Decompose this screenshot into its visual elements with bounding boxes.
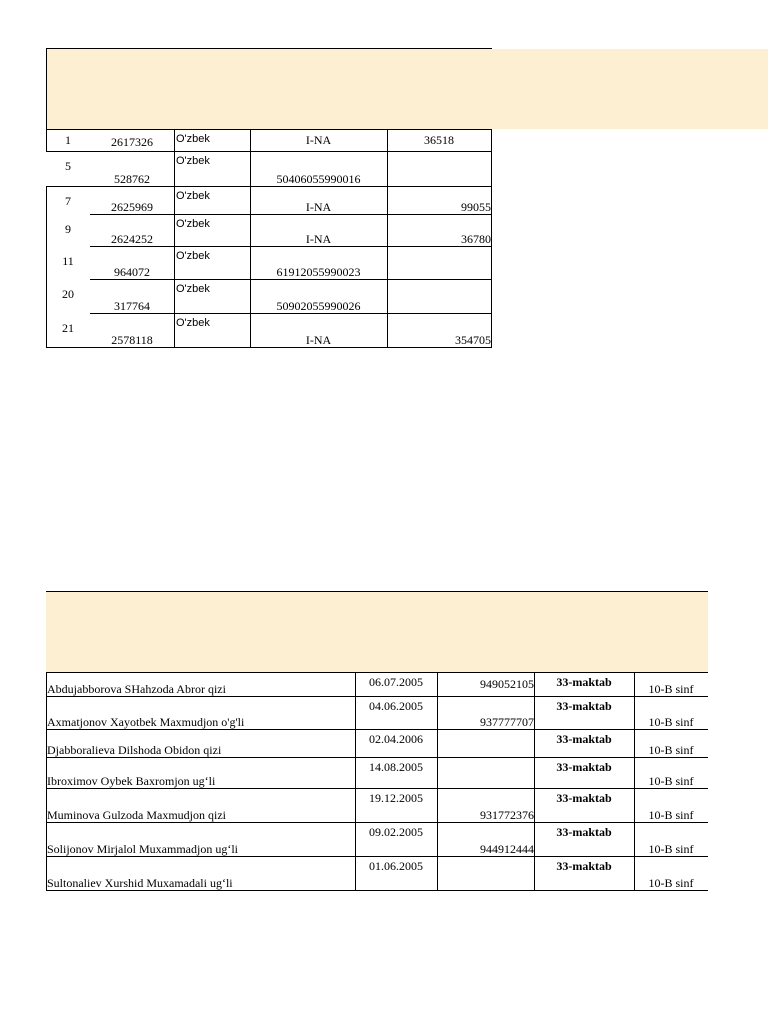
table1-cell-id: 2578118 — [111, 333, 153, 347]
table2-cell-name: Muminova Gulzoda Maxmudjon qizi — [47, 808, 226, 822]
header-band-bottom-border — [46, 591, 708, 592]
table2-cell-birthdate: 06.07.2005 — [369, 675, 423, 689]
table1-cell-value: 36780 — [461, 232, 491, 246]
table2-cell-school: 33-maktab — [556, 732, 612, 746]
header-band-top-left-border — [46, 48, 47, 130]
table1-cell-nationality: O'zbek — [176, 250, 210, 262]
table1-cell-nationality: O'zbek — [176, 317, 210, 329]
table2-cell-birthdate: 09.02.2005 — [369, 825, 423, 839]
table1-cell-document: I-NA — [305, 133, 332, 147]
table2-cell-phone: 931772376 — [480, 808, 534, 822]
table2-cell-phone: 944912444 — [480, 842, 534, 856]
table1-cell-num: 5 — [65, 159, 71, 173]
table2-hline — [46, 822, 708, 823]
table1-cell-nationality: O'zbek — [176, 155, 210, 167]
table2-hline — [46, 696, 708, 697]
table2-hline — [46, 757, 708, 758]
table1-vline — [174, 129, 175, 347]
table2-hline — [46, 788, 708, 789]
table1-cell-document: I-NA — [305, 232, 332, 246]
table1-hline — [90, 214, 492, 215]
table1-hline — [90, 313, 492, 314]
table2-cell-school: 33-maktab — [556, 675, 612, 689]
table1-cell-id: 2617326 — [111, 135, 153, 149]
table1-cell-document: I-NA — [305, 333, 332, 347]
table2-cell-class: 10-B sinf — [648, 715, 694, 729]
table2-cell-class: 10-B sinf — [648, 842, 694, 856]
table2-cell-birthdate: 19.12.2005 — [369, 791, 423, 805]
table1-cell-value: 36518 — [424, 133, 454, 147]
table2-cell-class: 10-B sinf — [648, 682, 694, 696]
table2-cell-name: Solijonov Mirjalol Muxammadjon ug‘li — [47, 842, 238, 856]
table2-cell-birthdate: 04.06.2005 — [369, 699, 423, 713]
table2-hline — [46, 729, 708, 730]
table2-cell-birthdate: 01.06.2005 — [369, 859, 423, 873]
table1-cell-num: 20 — [62, 287, 74, 301]
table2-hline — [46, 856, 708, 857]
table1-hline — [46, 129, 492, 130]
table1-cell-document: 50406055990016 — [276, 172, 361, 186]
table1-vline — [491, 129, 492, 347]
table1-cell-num: 21 — [62, 321, 74, 335]
table2-cell-birthdate: 14.08.2005 — [369, 760, 423, 774]
table1-cell-nationality: O'zbek — [176, 283, 210, 295]
table1-cell-id: 317764 — [114, 299, 150, 313]
table1-hline — [46, 186, 90, 187]
table1-cell-nationality: O'zbek — [176, 190, 210, 202]
table2-cell-school: 33-maktab — [556, 760, 612, 774]
table2-cell-school: 33-maktab — [556, 699, 612, 713]
table1-cell-value: 354705 — [455, 333, 491, 347]
table2-cell-class: 10-B sinf — [648, 743, 694, 757]
table2-hline — [46, 890, 708, 891]
table1-cell-id: 964072 — [114, 265, 150, 279]
table2-vline — [437, 672, 438, 890]
table2-cell-phone: 949052105 — [480, 677, 534, 691]
table1-hline — [90, 186, 492, 187]
table2-cell-birthdate: 02.04.2006 — [369, 732, 423, 746]
table1-cell-id: 2624252 — [111, 232, 153, 246]
table1-cell-nationality: O'zbek — [176, 133, 210, 145]
table2-cell-name: Abdujabborova SHahzoda Abror qizi — [47, 682, 226, 696]
table1-cell-num: 9 — [65, 222, 71, 236]
table1-cell-nationality: O'zbek — [176, 218, 210, 230]
table2-cell-school: 33-maktab — [556, 791, 612, 805]
table2-cell-name: Axmatjonov Xayotbek Maxmudjon o'g'li — [47, 715, 245, 729]
header-band-top-border — [46, 48, 492, 49]
table2-cell-name: Djabboralieva Dilshoda Obidon qizi — [47, 743, 222, 757]
table1-cell-id: 2625969 — [111, 200, 153, 214]
table2-cell-class: 10-B sinf — [648, 876, 694, 890]
table2-cell-name: Ibroximov Oybek Baxromjon ug‘li — [47, 774, 216, 788]
table1-cell-document: 50902055990026 — [276, 299, 361, 313]
table1-cell-id: 528762 — [114, 172, 150, 186]
table2-cell-phone: 937777707 — [480, 715, 534, 729]
header-band-top — [46, 49, 768, 129]
table2-cell-name: Sultonaliev Xurshid Muxamadali ug‘li — [47, 876, 233, 890]
table2-cell-class: 10-B sinf — [648, 808, 694, 822]
table2-hline — [46, 672, 708, 673]
table2-cell-class: 10-B sinf — [648, 774, 694, 788]
table2-cell-school: 33-maktab — [556, 859, 612, 873]
table1-cell-num: 1 — [65, 133, 71, 147]
table1-cell-num: 7 — [65, 194, 71, 208]
header-band-bottom — [46, 592, 708, 672]
table2-cell-school: 33-maktab — [556, 825, 612, 839]
table1-cell-document: 61912055990023 — [276, 265, 361, 279]
table1-hline — [46, 347, 492, 348]
table1-cell-num: 11 — [62, 254, 74, 268]
table1-hline — [90, 279, 492, 280]
table1-hline — [90, 246, 492, 247]
table1-cell-value: 99055 — [461, 200, 491, 214]
table1-hline — [46, 151, 492, 152]
table1-cell-document: I-NA — [305, 200, 332, 214]
